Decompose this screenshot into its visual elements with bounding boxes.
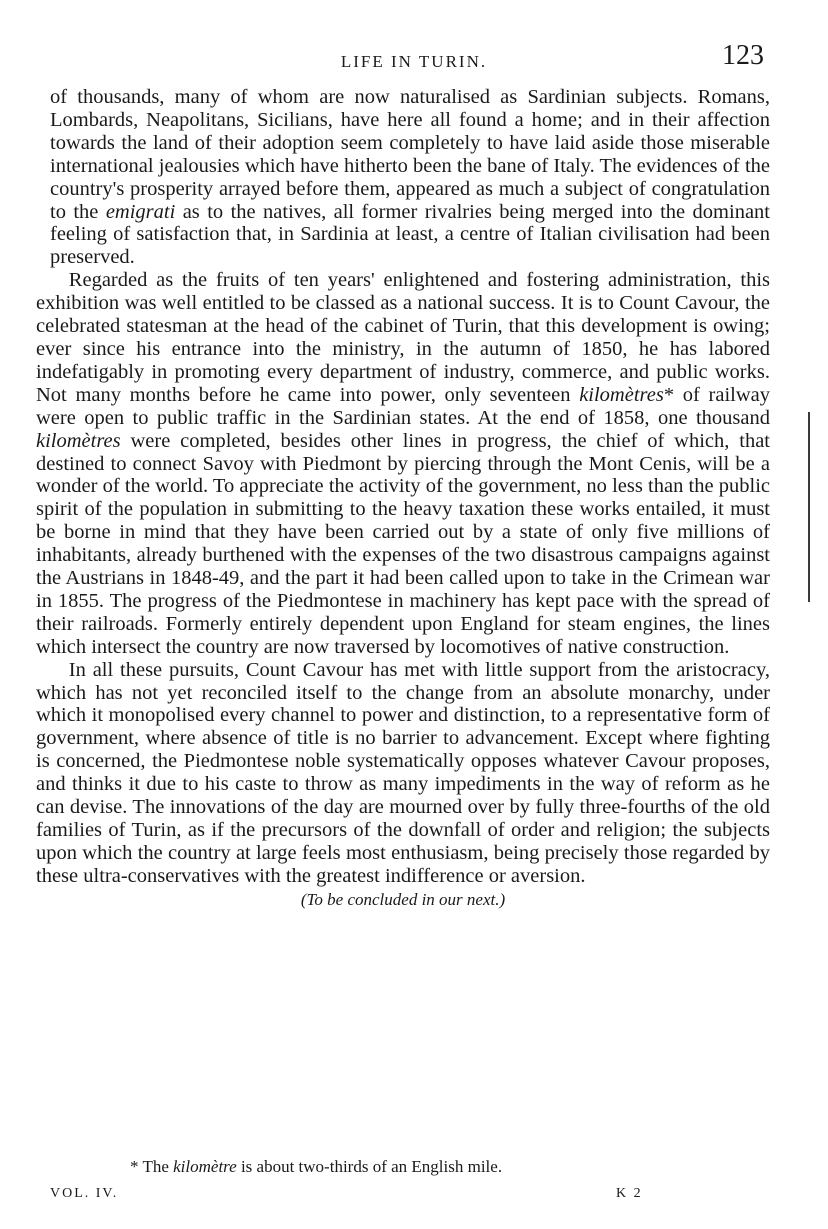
footnote-prefix: * The <box>130 1157 174 1176</box>
paragraph-3 <box>36 659 770 888</box>
paragraph-2-italic-kilometres-1: kilomètres <box>579 383 664 406</box>
running-head <box>0 40 828 76</box>
paragraph-1 <box>36 86 770 269</box>
paragraph-2 <box>36 269 770 658</box>
article-body <box>36 86 770 912</box>
footnote <box>130 1157 502 1177</box>
volume-label: VOL. IV. <box>50 1186 119 1201</box>
paragraph-2-text-b: * of railway were open to public traffic in the Sardinian states. At the end of 1858, one thousand <box>36 383 771 429</box>
page-number: 123 <box>722 40 764 71</box>
paragraph-1-text-a: of thousands, many of whom are now naturalised as Sardinian subjects. Romans, Lombards, Neapolitans, Sicilians, have here all found a home; and in their affection towards the land of their adoption seem completely to have laid aside those miserable international jealousies which have hitherto been the bane of Italy. The evidences of the country's prosperity arrayed before them, appeared as much a subject of congratulation to the <box>50 86 770 223</box>
page-edge-shadow <box>808 412 810 602</box>
paragraph-1-text-b: as to the natives, all former rivalries being merged into the dominant feeling of satisfaction that, in Sardinia at least, a centre of Italian civilisation had been preserved. <box>50 200 770 269</box>
signature-mark: K 2 <box>616 1186 643 1201</box>
paragraph-3-text: In all these pursuits, Count Cavour has met with little support from the aristocracy, which has not yet reconciled itself to the change from an absolute monarchy, under which it monopolised every channel to power and distinction, to a representative form of government, where absence of title is no barrier to advancement. Except where fighting is concerned, the Piedmontese noble systematically opposes whatever Cavour proposes, and thinks it due to his caste to throw as many impediments in the way of reform as he can devise. The innovations of the day are mourned over by fully three-fourths of the old families of Turin, as if the precursors of the downfall of order and religion; the subjects upon which the country at large feels most enthusiasm, being precisely those regarded by these ultra-conservatives with the greatest indifference or aversion. <box>36 658 770 887</box>
footnote-text: is about two-thirds of an English mile. <box>236 1157 503 1176</box>
paragraph-2-text-c: were completed, besides other lines in progress, the chief of which, that destined to connect Savoy with Piedmont by piercing through the Mont Cenis, will be a wonder of the world. To appreciate the activity of the government, no less than the public spirit of the population in submitting to the heavy taxation these works entailed, it must be borne in mind that they have been carried out by a state of only five millions of inhabitants, already burthened with the expenses of the two disastrous campaigns against the Austrians in 1848-49, and the part it had been called upon to take in the Crimean war in 1855. The progress of the Piedmontese in machinery has kept pace with the spread of their railroads. Formerly entirely dependent upon England for steam engines, the lines which intersect the country are now traversed by locomotives of native construction. <box>36 429 770 658</box>
running-title: LIFE IN TURIN. <box>340 52 488 71</box>
paragraph-1-italic-emigrati: emigrati <box>105 200 176 223</box>
to-be-concluded-note: (To be concluded in our next.) <box>300 889 506 909</box>
footnote-term: kilomètre <box>173 1157 237 1176</box>
paragraph-2-italic-kilometres-2: kilomètres <box>36 429 121 452</box>
paragraph-2-text-a: Regarded as the fruits of ten years' enlightened and fostering administration, this exhibition was well entitled to be classed as a national success. It is to Count Cavour, the celebrated statesman at the head of the cabinet of Turin, that this development is owing; ever since his entrance into the ministry, in the autumn of 1850, he has labored indefatigably in promoting every department of industry, commerce, and public works. Not many months before he came into power, only seventeen <box>36 269 770 406</box>
